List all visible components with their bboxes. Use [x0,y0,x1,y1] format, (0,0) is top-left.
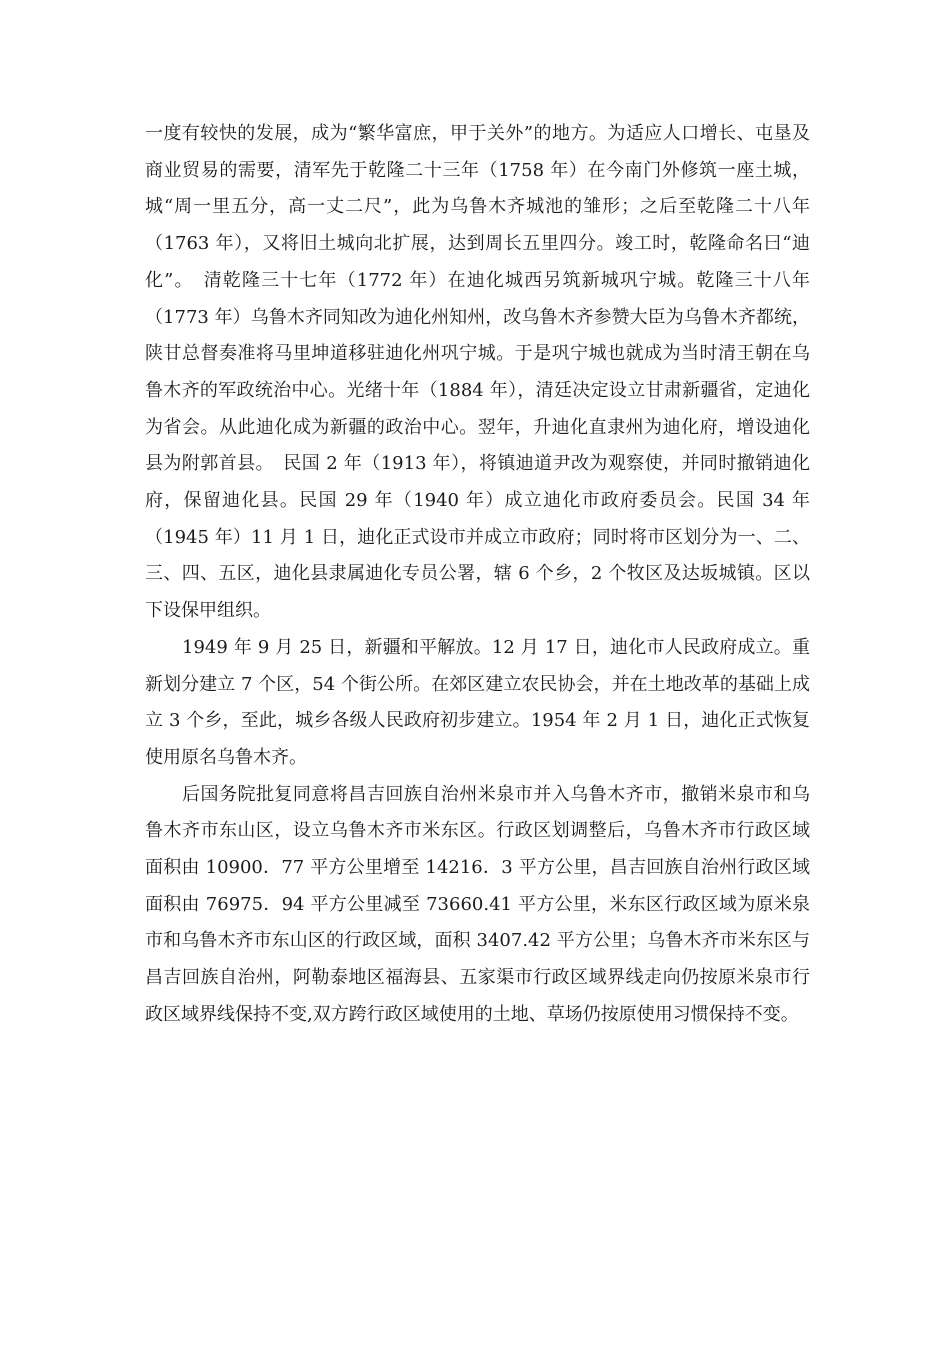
paragraph-midong-district: 后国务院批复同意将昌吉回族自治州米泉市并入乌鲁木齐市，撤销米泉市和乌鲁木齐市东山区，设立乌鲁木齐市米东区。行政区划调整后，乌鲁木齐市行政区域面积由 10900．77 平方公里增至 14216．3 平方公里，昌吉回族自治州行政区域面积由 76975．94 平方公里减至 73660.41 平方公里，米东区行政区域为原米泉市和乌鲁木齐市东山区的行政区域，面积 3407.42 平方公里；乌鲁木齐市米东区与昌吉回族自治州，阿勒泰地区福海县、五家渠市行政区域界线走向仍按原米泉市行政区域界线保持不变,双方跨行政区域使用的土地、草场仍按原使用习惯保持不变。 [145,783,810,1025]
paragraph-history-qing-to-republic: 一度有较快的发展，成为“繁华富庶，甲于关外”的地方。为适应人口增长、屯垦及商业贸易的需要，清军先于乾隆二十三年（1758 年）在今南门外修筑一座土城，城“周一里五分，高一丈二尺”，此为乌鲁木齐城池的雏形；之后至乾隆二十八年（1763 年），又将旧土城向北扩展，达到周长五里四分。竣工时，乾隆命名曰“迪化”。 清乾隆三十七年（1772 年）在迪化城西另筑新城巩宁城。乾隆三十八年（1773 年）乌鲁木齐同知改为迪化州知州，改乌鲁木齐参赞大臣为乌鲁木齐都统，陕甘总督奏准将马里坤道移驻迪化州巩宁城。于是巩宁城也就成为当时清王朝在乌鲁木齐的军政统治中心。光绪十年（1884 年），清廷决定设立甘肃新疆省，定迪化为省会。从此迪化成为新疆的政治中心。翌年，升迪化直隶州为迪化府，增设迪化县为附郭首县。 民国 2 年（1913 年），将镇迪道尹改为观察使，并同时撤销迪化府，保留迪化县。民国 29 年（1940 年）成立迪化市政府委员会。民国 34 年（1945 年）11 月 1 日，迪化正式设市并成立市政府；同时将市区划分为一、二、三、四、五区，迪化县隶属迪化专员公署，辖 6 个乡，2 个牧区及达坂城镇。区以下设保甲组织。 [145,123,810,622]
paragraph-liberation-1949: 1949 年 9 月 25 日，新疆和平解放。12 月 17 日，迪化市人民政府成立。重新划分建立 7 个区，54 个街公所。在郊区建立农民协会，并在土地改革的基础上成立 3 个乡，至此，城乡各级人民政府初步建立。1954 年 2 月 1 日，迪化正式恢复使用原名乌鲁木齐。 [145,636,810,768]
document-body [145,116,810,1034]
